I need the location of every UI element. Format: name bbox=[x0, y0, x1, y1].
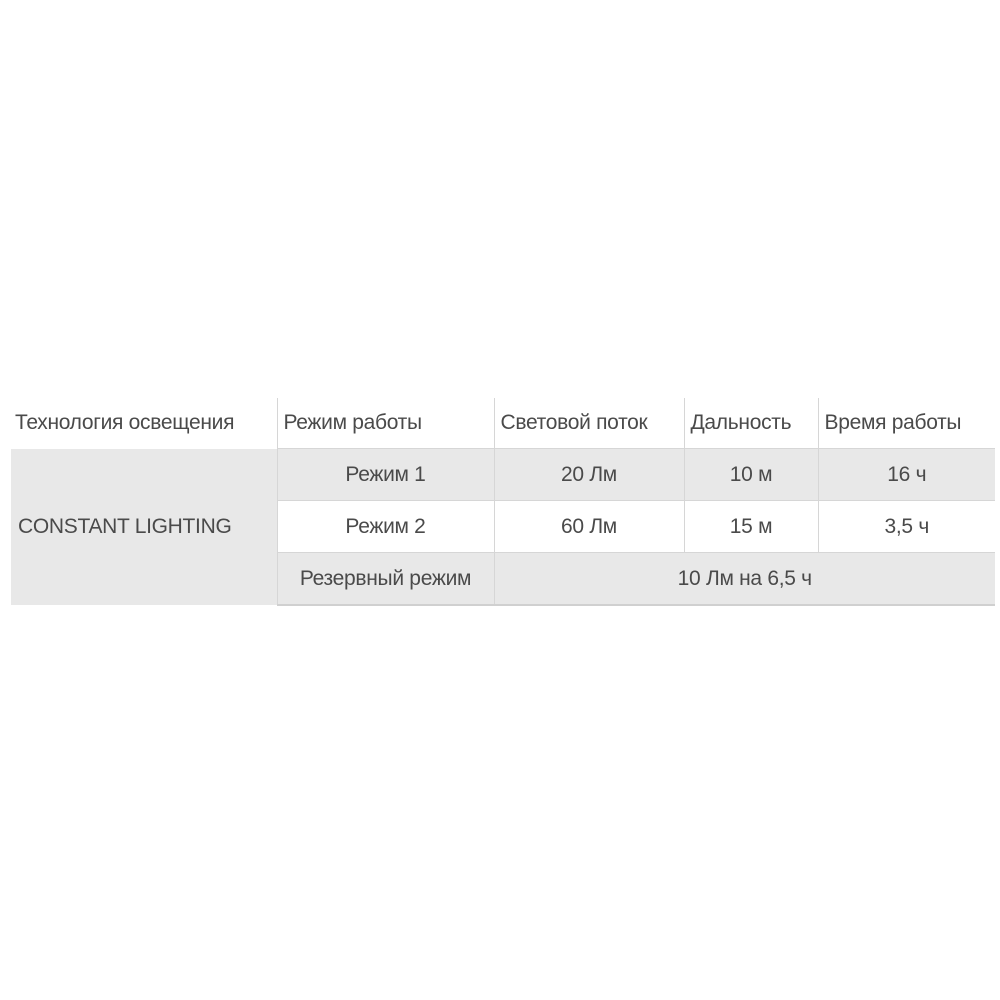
header-lighting-technology: Технология освещения bbox=[11, 398, 277, 449]
specifications-table bbox=[11, 398, 995, 606]
flux-cell: 60 Лм bbox=[494, 501, 684, 553]
range-cell: 10 м bbox=[684, 449, 818, 501]
reserve-value-cell: 10 Лм на 6,5 ч bbox=[494, 553, 995, 606]
header-runtime: Время работы bbox=[818, 398, 995, 449]
mode-cell: Режим 1 bbox=[277, 449, 494, 501]
mode-cell: Режим 2 bbox=[277, 501, 494, 553]
runtime-cell: 3,5 ч bbox=[818, 501, 995, 553]
header-operating-mode: Режим работы bbox=[277, 398, 494, 449]
table-row bbox=[11, 449, 995, 501]
header-luminous-flux: Световой поток bbox=[494, 398, 684, 449]
table-header-row bbox=[11, 398, 995, 449]
range-cell: 15 м bbox=[684, 501, 818, 553]
flux-cell: 20 Лм bbox=[494, 449, 684, 501]
runtime-cell: 16 ч bbox=[818, 449, 995, 501]
reserve-mode-cell: Резервный режим bbox=[277, 553, 494, 606]
header-range: Дальность bbox=[684, 398, 818, 449]
technology-cell: CONSTANT LIGHTING bbox=[11, 449, 277, 606]
